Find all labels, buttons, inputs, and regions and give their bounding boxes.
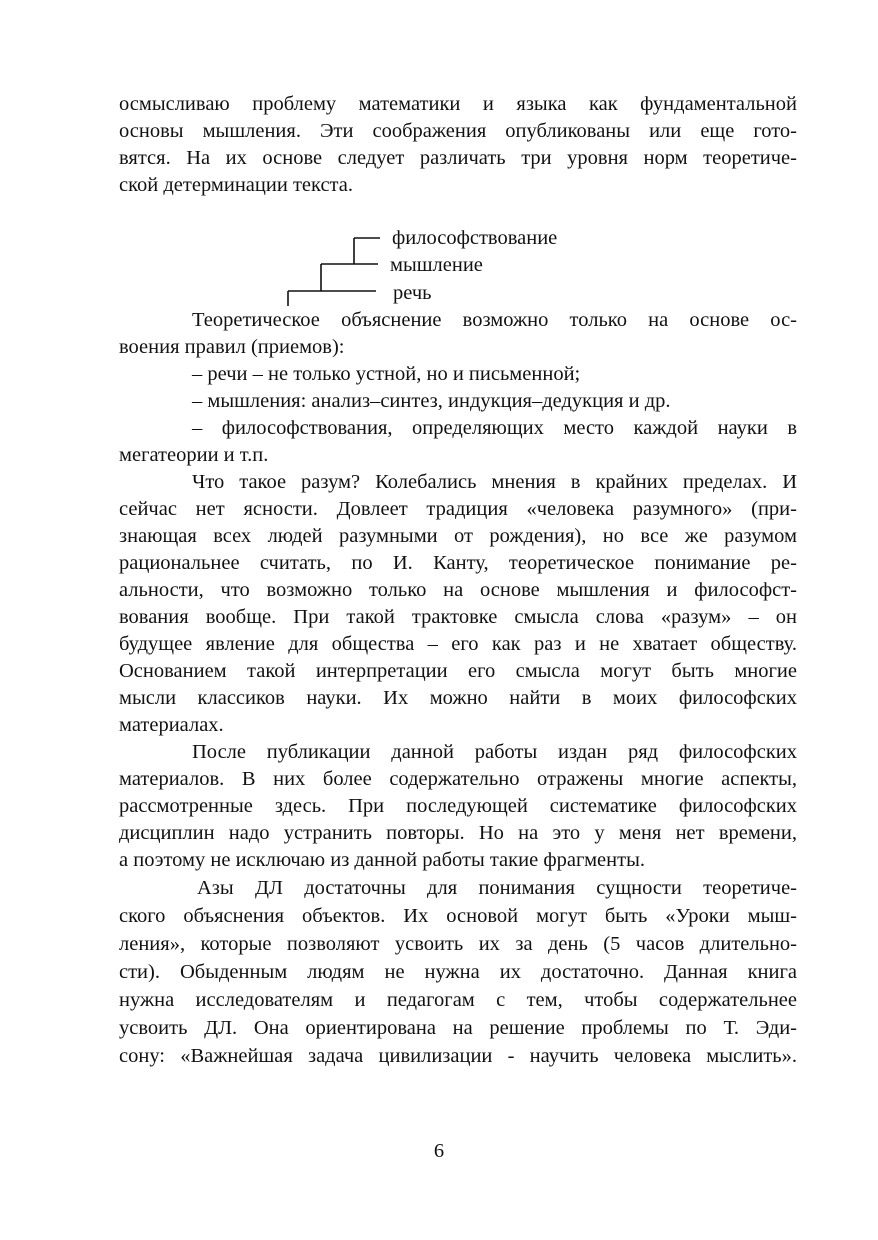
level-label-thinking: мышление [390, 254, 483, 276]
text-line: нужна исследователям и педагогам с тем, чтобы содержательнее [119, 989, 797, 1011]
text-line: а поэтому не исключаю из данной работы такие фрагменты. [119, 849, 645, 871]
list-item: – философствования, определяющих место каждой науки в [192, 417, 797, 439]
text-line: основы мышления. Эти соображения опубликованы или еще гото- [119, 120, 797, 142]
text-line: усвоить ДЛ. Она ориентирована на решение проблемы по Т. Эди- [119, 1017, 797, 1039]
text-line: ской детерминации текста. [119, 174, 353, 196]
text-line: знающая всех людей разумными от рождения), но все же разумом [119, 525, 797, 547]
text-line: дисциплин надо устранить повторы. Но на это у меня нет времени, [119, 822, 797, 844]
list-item: – речи – не только устной, но и письменной; [192, 363, 581, 385]
text-line: Теоретическое объяснение возможно только на основе ос- [192, 309, 797, 331]
text-line: воения правил (приемов): [119, 336, 345, 358]
text-line: ского объяснения объектов. Их основой могут быть «Уроки мыш- [119, 905, 797, 927]
text-line: сти). Обыденным людям не нужна их достаточно. Данная книга [119, 961, 797, 983]
level-label-philosophizing: философствование [392, 227, 558, 249]
text-line: будущее явление для общества – его как раз и не хватает обществу. [119, 633, 797, 655]
text-line: вования вообще. При такой трактовке смысла слова «разум» – он [119, 606, 797, 628]
text-line: материалов. В них более содержательно отражены многие аспекты, [119, 768, 797, 790]
text-line: После публикации данной работы издан ряд философских [192, 741, 797, 763]
text-line: сону: «Важнейшая задача цивилизации - научить человека мыслить». [119, 1045, 797, 1067]
level-label-speech: речь [393, 282, 432, 304]
text-line: ления», которые позволяют усвоить их за день (5 часов длительно- [119, 933, 797, 955]
text-line: Что такое разум? Колебались мнения в крайних пределах. И [192, 471, 797, 493]
text-line: вятся. На их основе следует различать три уровня норм теоретиче- [119, 147, 797, 169]
text-line: Основанием такой интерпретации его смысла могут быть многие [119, 660, 797, 682]
text-line: Азы ДЛ достаточны для понимания сущности теоретиче- [197, 877, 797, 899]
page-number: 6 [433, 1140, 445, 1162]
text-line: рациональнее считать, по И. Канту, теоретическое понимание ре- [119, 552, 797, 574]
text-line: альности, что возможно только на основе мышления и философст- [119, 579, 797, 601]
list-item: – мышления: анализ–синтез, индукция–дедукция и др. [192, 390, 671, 412]
text-line: мысли классиков науки. Их можно найти в моих философских [119, 687, 797, 709]
text-line: рассмотренные здесь. При последующей систематике философских [119, 795, 797, 817]
text-line: осмысливаю проблему математики и языка как фундаментальной [119, 93, 797, 115]
text-line: сейчас нет ясности. Довлеет традиция «человека разумного» (при- [119, 498, 797, 520]
text-line: мегатеории и т.п. [119, 444, 269, 466]
staircase-lines [280, 230, 390, 310]
text-line: материалах. [119, 714, 224, 736]
